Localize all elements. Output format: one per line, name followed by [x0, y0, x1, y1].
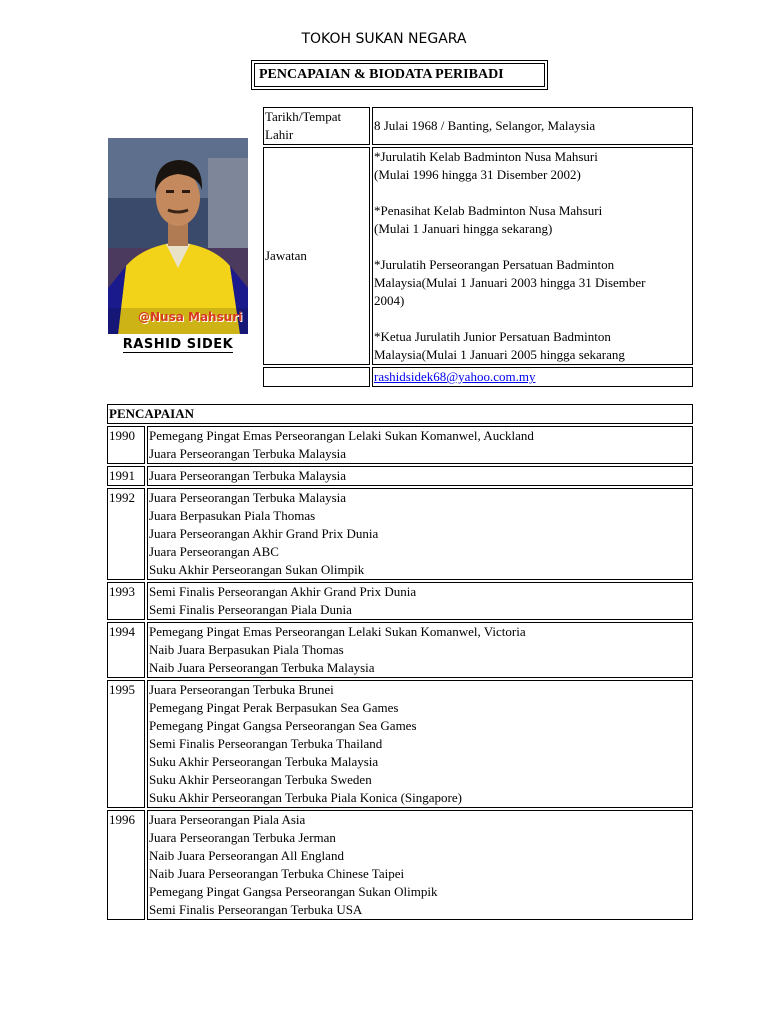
achievement-item: Pemegang Pingat Perak Berpasukan Sea Games	[149, 700, 399, 715]
achievement-item: Naib Juara Perseorangan Terbuka Chinese Taipei	[149, 866, 405, 881]
achievement-item: Semi Finalis Perseorangan Terbuka USA	[149, 902, 363, 917]
email-cell	[372, 367, 693, 387]
achievement-items	[147, 426, 693, 464]
achievement-row	[107, 426, 693, 464]
page-title: TOKOH SUKAN NEGARA	[301, 31, 467, 47]
achievement-item: Suku Akhir Perseorangan Terbuka Malaysia	[149, 754, 379, 769]
job-line: 2004)	[374, 293, 405, 308]
achievement-item: Juara Perseorangan Terbuka Malaysia	[149, 490, 347, 505]
achievement-item: Juara Perseorangan Piala Asia	[149, 812, 306, 827]
achievement-year: 1990	[107, 426, 145, 464]
achievement-item: Juara Perseorangan Terbuka Brunei	[149, 682, 334, 697]
achievement-row	[107, 488, 693, 580]
achievements-table	[105, 402, 695, 922]
achievement-year: 1991	[107, 466, 145, 486]
bio-row-birth	[263, 107, 693, 145]
achievement-items	[147, 488, 693, 580]
bio-table	[261, 105, 695, 389]
job-line: Malaysia(Mulai 1 Januari 2005 hingga sekarang	[374, 347, 625, 362]
job-value	[372, 147, 693, 365]
job-line: *Ketua Jurulatih Junior Persatuan Badminton	[374, 329, 611, 344]
achievement-item: Juara Perseorangan Terbuka Malaysia	[149, 468, 347, 483]
achievement-row	[107, 466, 693, 486]
achievement-items	[147, 582, 693, 620]
achievement-item: Semi Finalis Perseorangan Terbuka Thailand	[149, 736, 383, 751]
achievement-item: Juara Perseorangan Terbuka Jerman	[149, 830, 336, 845]
job-line: (Mulai 1996 hingga 31 Disember 2002)	[374, 167, 581, 182]
achievement-item: Naib Juara Perseorangan All England	[149, 848, 344, 863]
achievement-item: Pemegang Pingat Emas Perseorangan Lelaki Sukan Komanwel, Auckland	[149, 428, 534, 443]
achievement-item: Naib Juara Berpasukan Piala Thomas	[149, 642, 344, 657]
bio-row-job	[263, 147, 693, 365]
achievement-item: Semi Finalis Perseorangan Piala Dunia	[149, 602, 352, 617]
achievement-year: 1996	[107, 810, 145, 920]
email-link[interactable]: rashidsidek68@yahoo.com.my	[374, 369, 536, 384]
achievement-item: Pemegang Pingat Gangsa Perseorangan Sea Games	[149, 718, 417, 733]
achievement-item: Juara Perseorangan Akhir Grand Prix Dunia	[149, 526, 379, 541]
birth-label: Tarikh/Tempat Lahir	[263, 107, 370, 145]
achievement-row	[107, 622, 693, 678]
person-name: RASHID SIDEK	[122, 337, 234, 352]
achievement-item: Suku Akhir Perseorangan Sukan Olimpik	[149, 562, 365, 577]
job-line: *Jurulatih Kelab Badminton Nusa Mahsuri	[374, 149, 598, 164]
email-label	[263, 367, 370, 387]
achievement-items	[147, 466, 693, 486]
achievement-item: Pemegang Pingat Emas Perseorangan Lelaki Sukan Komanwel, Victoria	[149, 624, 526, 639]
achievement-year: 1993	[107, 582, 145, 620]
job-line: *Penasihat Kelab Badminton Nusa Mahsuri	[374, 203, 603, 218]
job-spacer	[374, 184, 691, 202]
achievements-header-row	[107, 404, 693, 424]
achievement-items	[147, 810, 693, 920]
job-label: Jawatan	[263, 147, 370, 365]
profile-photo	[108, 138, 248, 334]
birth-value: 8 Julai 1968 / Banting, Selangor, Malaysia	[372, 107, 693, 145]
achievement-item: Pemegang Pingat Gangsa Perseorangan Sukan Olimpik	[149, 884, 438, 899]
achievement-row	[107, 810, 693, 920]
job-line: (Mulai 1 Januari hingga sekarang)	[374, 221, 553, 236]
section-title: PENCAPAIAN & BIODATA PERIBADI	[254, 63, 545, 87]
job-spacer	[374, 238, 691, 256]
achievement-item: Suku Akhir Perseorangan Terbuka Sweden	[149, 772, 372, 787]
job-spacer	[374, 310, 691, 328]
achievement-item: Semi Finalis Perseorangan Akhir Grand Prix Dunia	[149, 584, 417, 599]
achievement-items	[147, 622, 693, 678]
achievement-item: Juara Perseorangan ABC	[149, 544, 279, 559]
achievement-year: 1992	[107, 488, 145, 580]
achievement-year: 1995	[107, 680, 145, 808]
achievement-item: Naib Juara Perseorangan Terbuka Malaysia	[149, 660, 375, 675]
job-line: *Jurulatih Perseorangan Persatuan Badminton	[374, 257, 615, 272]
achievement-row	[107, 582, 693, 620]
profile-photo-image	[108, 138, 248, 334]
achievement-row	[107, 680, 693, 808]
achievement-item: Juara Perseorangan Terbuka Malaysia	[149, 446, 347, 461]
achievement-items	[147, 680, 693, 808]
achievement-item: Suku Akhir Perseorangan Terbuka Piala Konica (Singapore)	[149, 790, 462, 805]
achievement-item: Juara Berpasukan Piala Thomas	[149, 508, 316, 523]
bio-row-email	[263, 367, 693, 387]
achievements-header: PENCAPAIAN	[107, 404, 693, 424]
job-line: Malaysia(Mulai 1 Januari 2003 hingga 31 Disember	[374, 275, 646, 290]
photo-watermark: @Nusa Mahsuri	[138, 310, 243, 324]
achievement-year: 1994	[107, 622, 145, 678]
